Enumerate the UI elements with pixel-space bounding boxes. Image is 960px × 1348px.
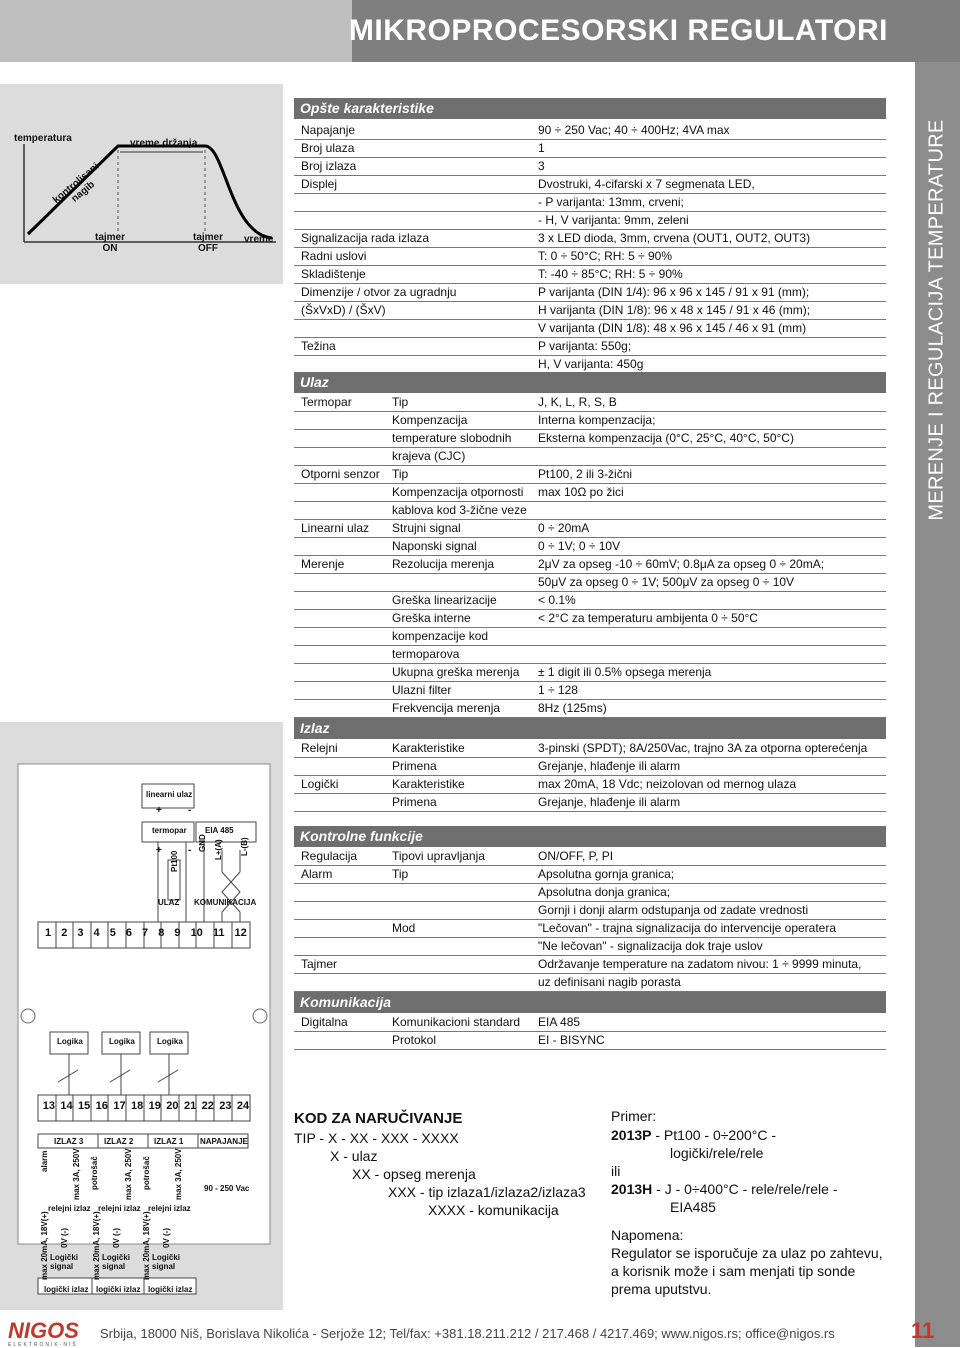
- terminal: 23: [219, 1100, 232, 1112]
- ulaz-cell: 8Hz (125ms): [538, 701, 607, 715]
- example-line-4: 2013H - J - 0÷400°C - rele/rele/rele -: [611, 1181, 838, 1197]
- row-divider: [294, 793, 886, 794]
- opste-cell: Signalizacija rada izlaza: [301, 231, 430, 245]
- ulaz-cell: termoparova: [392, 647, 460, 661]
- row-divider: [294, 265, 886, 266]
- ulaz-cell: temperature slobodnih: [392, 431, 512, 445]
- tajmer-off-label: tajmer OFF: [192, 232, 223, 254]
- row-divider: [294, 699, 886, 700]
- row-divider: [294, 229, 886, 230]
- opste-cell: H, V varijanta: 450g: [538, 357, 644, 371]
- alarm-label: alarm: [40, 1150, 49, 1172]
- row-divider: [294, 301, 886, 302]
- kontrolne-section-header: Kontrolne funkcije: [294, 826, 886, 847]
- terminal-strip-top: [40, 927, 252, 939]
- note-line-1: Regulator se isporučuje za ulaz po zahtevu,: [611, 1245, 883, 1261]
- gnd-label: GND: [198, 834, 207, 852]
- terminal: 5: [109, 927, 116, 939]
- row-divider: [294, 573, 886, 574]
- ulaz-cell: Linearni ulaz: [301, 521, 370, 535]
- max3a-label-3: max 3A, 250V: [174, 1148, 183, 1200]
- vreme-label: vreme: [244, 234, 274, 245]
- opste-cell: Dvostruki, 4-cifarski x 7 segmenata LED,: [538, 177, 755, 191]
- terminal: 12: [234, 927, 247, 939]
- terminal: 15: [78, 1100, 91, 1112]
- ulaz-cell: Tip: [392, 395, 409, 409]
- opste-section-header: Opšte karakteristike: [294, 98, 886, 119]
- pt100-label: Pt100: [170, 850, 179, 872]
- row-divider: [294, 883, 886, 884]
- logika-label-3: Logika: [157, 1037, 183, 1046]
- order-line-4: XXX - tip izlaza1/izlaza2/izlaza3: [388, 1184, 586, 1200]
- vreme-drzanja-label: vreme držanja: [130, 138, 198, 149]
- izlaz3-label: IZLAZ 3: [54, 1137, 84, 1146]
- logicki-izlaz-3: logički izlaz: [148, 1285, 193, 1294]
- opste-cell: - H, V varijanta: 9mm, zeleni: [538, 213, 689, 227]
- zerov-label-1: 0V (-): [60, 1228, 69, 1248]
- termopar-label: termopar: [152, 826, 187, 835]
- izlaz-cell: Logički: [301, 777, 339, 791]
- izlaz-cell: Karakteristike: [392, 741, 465, 755]
- row-divider: [294, 775, 886, 776]
- komunikacija-label: KOMUNIKACIJA: [194, 898, 257, 907]
- row-divider: [294, 973, 886, 974]
- potrosac-label-2: potrošač: [142, 1156, 151, 1190]
- relejni-izlaz-2: relejni izlaz: [98, 1204, 141, 1213]
- tc-minus: -: [188, 845, 192, 856]
- max20ma-label-2: max 20mA, 18V(+): [92, 1211, 101, 1280]
- eia485-label: EIA 485: [205, 826, 234, 835]
- row-divider: [294, 591, 886, 592]
- row-divider: [294, 955, 886, 956]
- row-divider: [294, 663, 886, 664]
- opste-cell: P varijanta: 550g;: [538, 339, 632, 353]
- izlaz-section-header: Izlaz: [294, 718, 886, 739]
- row-divider: [294, 919, 886, 920]
- max3a-label-2: max 3A, 250V: [124, 1148, 133, 1200]
- opste-cell: (ŠxVxD) / (ŠxV): [301, 303, 386, 317]
- ulaz-cell: Strujni signal: [392, 521, 461, 535]
- ulaz-cell: Pt100, 2 ili 3-žični: [538, 467, 633, 481]
- terminal: 14: [60, 1100, 73, 1112]
- max20ma-label-1: max 20mA, 18V(+): [40, 1211, 49, 1280]
- timer-diagram: [0, 84, 283, 284]
- kontrolne-cell: ON/OFF, P, PI: [538, 849, 614, 863]
- side-title: MERENJE I REGULACIJA TEMPERATURE: [925, 119, 948, 521]
- komunikacija-cell: EIA 485: [538, 1015, 581, 1029]
- ulaz-cell: ± 1 digit ili 0.5% opsega merenja: [538, 665, 712, 679]
- page-title: MIKROPROCESORSKI REGULATORI: [348, 14, 888, 47]
- footer-contact: Srbija, 18000 Niš, Borislava Nikolića - Serjože 12; Tel/fax: +381.18.211.212 / 217.468 / 4217.469; www.nigos.rs; office@nigos.rs: [100, 1326, 835, 1341]
- terminal: 1: [45, 927, 52, 939]
- opste-cell: 90 ÷ 250 Vac; 40 ÷ 400Hz; 4VA max: [538, 123, 730, 137]
- ulaz-cell: Ulazni filter: [392, 683, 452, 697]
- row-divider: [294, 537, 886, 538]
- ulaz-cell: Merenje: [301, 557, 345, 571]
- example-line-3: ili: [611, 1163, 621, 1179]
- izlaz-cell: 3-pinski (SPDT); 8A/250Vac, trajno 3A za otporna opterećenja: [538, 741, 868, 755]
- potrosac-label-1: potrošač: [90, 1156, 99, 1190]
- order-line-3: XX - opseg merenja: [352, 1166, 476, 1182]
- order-line-5: XXXX - komunikacija: [428, 1202, 559, 1218]
- kontrolne-cell: Tajmer: [301, 957, 338, 971]
- logicki-signal-1: Logički signal: [50, 1253, 79, 1271]
- note-line-3: prema uputstvu.: [611, 1281, 712, 1297]
- lb-label: L-(B): [240, 837, 249, 856]
- kontrolne-cell: Mod: [392, 921, 416, 935]
- ulaz-cell: 1 ÷ 128: [538, 683, 578, 697]
- ulaz-cell: max 10Ω po žici: [538, 485, 624, 499]
- ulaz-cell: Greška interne: [392, 611, 471, 625]
- opste-cell: H varijanta (DIN 1/8): 96 x 48 x 145 / 91 x 46 (mm);: [538, 303, 811, 317]
- ulaz-cell: Greška linearizacije: [392, 593, 497, 607]
- logicki-signal-2: Logički signal: [102, 1253, 131, 1271]
- page-number: 11: [911, 1318, 935, 1343]
- ulaz-cell: < 0.1%: [538, 593, 576, 607]
- row-divider: [294, 355, 886, 356]
- row-divider: [294, 865, 886, 866]
- nigos-logo-sub: ELEKTRONIK-NIŠ: [8, 1342, 78, 1348]
- row-divider: [294, 519, 886, 520]
- ulaz-cell: Tip: [392, 467, 409, 481]
- terminal: 24: [236, 1100, 250, 1112]
- opste-cell: Radni uslovi: [301, 249, 367, 263]
- terminal: 16: [95, 1100, 108, 1112]
- terminal: 11: [212, 927, 225, 939]
- tajmer-on-label: tajmer ON: [94, 232, 125, 254]
- terminal-strip-bottom: [40, 1100, 252, 1112]
- opste-cell: 3: [538, 159, 545, 173]
- terminal: 21: [183, 1100, 197, 1112]
- logika-label-2: Logika: [109, 1037, 135, 1046]
- izlaz-cell: Grejanje, hlađenje ili alarm: [538, 759, 681, 773]
- napajanje-label: NAPAJANJE: [200, 1137, 248, 1146]
- lin-plus: +: [156, 805, 162, 816]
- relejni-izlaz-3: relejni izlaz: [148, 1204, 191, 1213]
- example-title: Primer:: [611, 1108, 657, 1124]
- row-divider: [294, 337, 886, 338]
- izlaz-cell: max 20mA, 18 Vdc; neizolovan od mernog ulaza: [538, 777, 797, 791]
- zerov-label-2: 0V (-): [112, 1228, 121, 1248]
- izlaz-cell: Karakteristike: [392, 777, 465, 791]
- ulaz-cell: Otporni senzor: [301, 467, 380, 481]
- ulaz-cell: Kompenzacija: [392, 413, 468, 427]
- row-divider: [294, 175, 886, 176]
- kontrolne-cell: Apsolutna donja granica;: [538, 885, 671, 899]
- row-divider: [294, 211, 886, 212]
- ulaz-cell: Frekvencija merenja: [392, 701, 501, 715]
- opste-cell: 3 x LED dioda, 3mm, crvena (OUT1, OUT2, OUT3): [538, 231, 811, 245]
- ulaz-cell: Ukupna greška merenja: [392, 665, 520, 679]
- terminal: 13: [42, 1100, 55, 1112]
- logika-label-1: Logika: [57, 1037, 83, 1046]
- ulaz-cell: Kompenzacija otpornosti: [392, 485, 524, 499]
- kontrolne-cell: Održavanje temperature na zadatom nivou: 1 ÷ 9999 minuta,: [538, 957, 862, 971]
- kontrolne-cell: Tipovi upravljanja: [392, 849, 485, 863]
- row-divider: [294, 627, 886, 628]
- example-line-2: logički/rele/rele: [670, 1145, 764, 1161]
- kontrolne-cell: uz definisani nagib porasta: [538, 975, 681, 989]
- opste-cell: Napajanje: [301, 123, 356, 137]
- logicki-izlaz-2: logički izlaz: [96, 1285, 141, 1294]
- logicki-signal-3: Logički signal: [152, 1253, 181, 1271]
- komunikacija-cell: Protokol: [392, 1033, 437, 1047]
- ulaz-cell: 50μV za opseg 0 ÷ 1V; 500μV za opseg 0 ÷ 10V: [538, 575, 795, 589]
- ulaz-cell: Eksterna kompenzacija (0°C, 25°C, 40°C, 50°C): [538, 431, 794, 445]
- opste-cell: Skladištenje: [301, 267, 366, 281]
- example-line-1: 2013P - Pt100 - 0÷200°C -: [611, 1127, 777, 1143]
- ulaz-label: ULAZ: [158, 898, 180, 907]
- opste-cell: 1: [538, 141, 545, 155]
- temperatura-label: temperatura: [14, 133, 72, 144]
- ulaz-cell: Termopar: [301, 395, 352, 409]
- ulaz-cell: kablova kod 3-žične veze: [392, 503, 527, 517]
- ulaz-cell: Interna kompenzacija;: [538, 413, 656, 427]
- nigos-logo: NIGOS: [8, 1318, 79, 1343]
- opste-cell: T: -40 ÷ 85°C; RH: 5 ÷ 90%: [538, 267, 683, 281]
- opste-cell: V varijanta (DIN 1/8): 48 x 96 x 145 / 46 x 91 (mm): [538, 321, 807, 335]
- logicki-izlaz-1: logički izlaz: [44, 1285, 89, 1294]
- timer-panel: [0, 84, 283, 284]
- zerov-label-3: 0V (-): [162, 1228, 171, 1248]
- row-divider: [294, 247, 886, 248]
- izlaz-cell: Primena: [392, 795, 437, 809]
- row-divider: [294, 483, 886, 484]
- opste-cell: Displej: [301, 177, 338, 191]
- ulaz-cell: < 2°C za temperaturu ambijenta 0 ÷ 50°C: [538, 611, 758, 625]
- row-divider: [294, 1049, 886, 1050]
- row-divider: [294, 319, 886, 320]
- kontrolne-cell: "Ne lečovan" - signalizacija dok traje uslov: [538, 939, 763, 953]
- row-divider: [294, 609, 886, 610]
- terminal: 4: [93, 927, 100, 939]
- kontrolne-cell: "Lečovan" - trajna signalizacija do intervencije operatera: [538, 921, 837, 935]
- komunikacija-cell: EI - BISYNC: [538, 1033, 605, 1047]
- opste-cell: Dimenzije / otvor za ugradnju: [301, 285, 457, 299]
- row-divider: [294, 645, 886, 646]
- row-divider: [294, 901, 886, 902]
- row-divider: [294, 1031, 886, 1032]
- example-line-5: EIA485: [670, 1199, 716, 1215]
- kontrolne-cell: Tip: [392, 867, 409, 881]
- opste-cell: T: 0 ÷ 50°C; RH: 5 ÷ 90%: [538, 249, 673, 263]
- terminal: 6: [125, 927, 132, 939]
- komunikacija-cell: Komunikacioni standard: [392, 1015, 521, 1029]
- max3a-label-1: max 3A, 250V: [72, 1148, 81, 1200]
- row-divider: [294, 157, 886, 158]
- order-line-1: TIP - X - XX - XXX - XXXX: [294, 1130, 459, 1146]
- row-divider: [294, 447, 886, 448]
- kontrolne-cell: Gornji i donji alarm odstupanja od zadate vrednosti: [538, 903, 809, 917]
- terminal: 7: [142, 927, 149, 939]
- relejni-izlaz-1: relejni izlaz: [48, 1204, 91, 1213]
- row-divider: [294, 555, 886, 556]
- lin-minus: -: [188, 805, 192, 816]
- terminal: 10: [190, 927, 203, 939]
- opste-cell: Broj ulaza: [301, 141, 355, 155]
- ulaz-cell: kompenzacije kod: [392, 629, 489, 643]
- opste-cell: P varijanta (DIN 1/4): 96 x 96 x 145 / 91 x 91 (mm);: [538, 285, 810, 299]
- terminal: 2: [61, 927, 68, 939]
- izlaz2-label: IZLAZ 2: [104, 1137, 134, 1146]
- vac-label: 90 - 250 Vac: [204, 1184, 250, 1193]
- terminal: 8: [158, 927, 165, 939]
- kontrolne-cell: Regulacija: [301, 849, 358, 863]
- ulaz-cell: 0 ÷ 20mA: [538, 521, 590, 535]
- izlaz1-label: IZLAZ 1: [154, 1137, 184, 1146]
- row-divider: [294, 411, 886, 412]
- opste-cell: Težina: [301, 339, 336, 353]
- opste-cell: Broj izlaza: [301, 159, 357, 173]
- row-divider: [294, 193, 886, 194]
- terminal: 19: [148, 1100, 161, 1112]
- la-label: L+(A): [214, 839, 223, 860]
- izlaz-cell: Primena: [392, 759, 437, 773]
- row-divider: [294, 811, 886, 812]
- row-divider: [294, 465, 886, 466]
- ulaz-cell: 0 ÷ 1V; 0 ÷ 10V: [538, 539, 621, 553]
- ulaz-cell: Rezolucija merenja: [392, 557, 495, 571]
- row-divider: [294, 681, 886, 682]
- order-line-2: X - ulaz: [330, 1148, 378, 1164]
- komunikacija-cell: Digitalna: [301, 1015, 348, 1029]
- terminal: 18: [130, 1100, 144, 1112]
- linearni-ulaz-label: linearni ulaz: [146, 790, 193, 799]
- row-divider: [294, 501, 886, 502]
- ulaz-cell: Naponski signal: [392, 539, 477, 553]
- terminal: 22: [201, 1100, 214, 1112]
- row-divider: [294, 139, 886, 140]
- komunikacija-section-header: Komunikacija: [294, 992, 886, 1013]
- note-title: Napomena:: [611, 1227, 684, 1243]
- note-line-2: a korisnik može i sam menjati tip sonde: [611, 1263, 856, 1279]
- row-divider: [294, 429, 886, 430]
- kontrolne-cell: Apsolutna gornja granica;: [538, 867, 675, 881]
- ulaz-cell: J, K, L, R, S, B: [538, 395, 617, 409]
- ulaz-cell: 2μV za opseg -10 ÷ 60mV; 0.8μA za opseg 0 ÷ 20mA;: [538, 557, 825, 571]
- ulaz-cell: krajeva (CJC): [392, 449, 466, 463]
- izlaz-cell: Grejanje, hlađenje ili alarm: [538, 795, 681, 809]
- izlaz-cell: Relejni: [301, 741, 338, 755]
- terminal: 17: [113, 1100, 126, 1112]
- max20ma-label-3: max 20mA, 18V(+): [142, 1211, 151, 1280]
- tc-plus: +: [156, 845, 162, 856]
- row-divider: [294, 757, 886, 758]
- row-divider: [294, 937, 886, 938]
- ulaz-section-header: Ulaz: [294, 372, 886, 393]
- order-title: KOD ZA NARUČIVANJE: [294, 1110, 463, 1127]
- terminal: 20: [166, 1100, 179, 1112]
- opste-cell: - P varijanta: 13mm, crveni;: [538, 195, 684, 209]
- nagib-label: kontrolisani nagib: [50, 161, 102, 206]
- terminal: 3: [77, 927, 84, 939]
- row-divider: [294, 283, 886, 284]
- kontrolne-cell: Alarm: [301, 867, 333, 881]
- terminal: 9: [174, 927, 181, 939]
